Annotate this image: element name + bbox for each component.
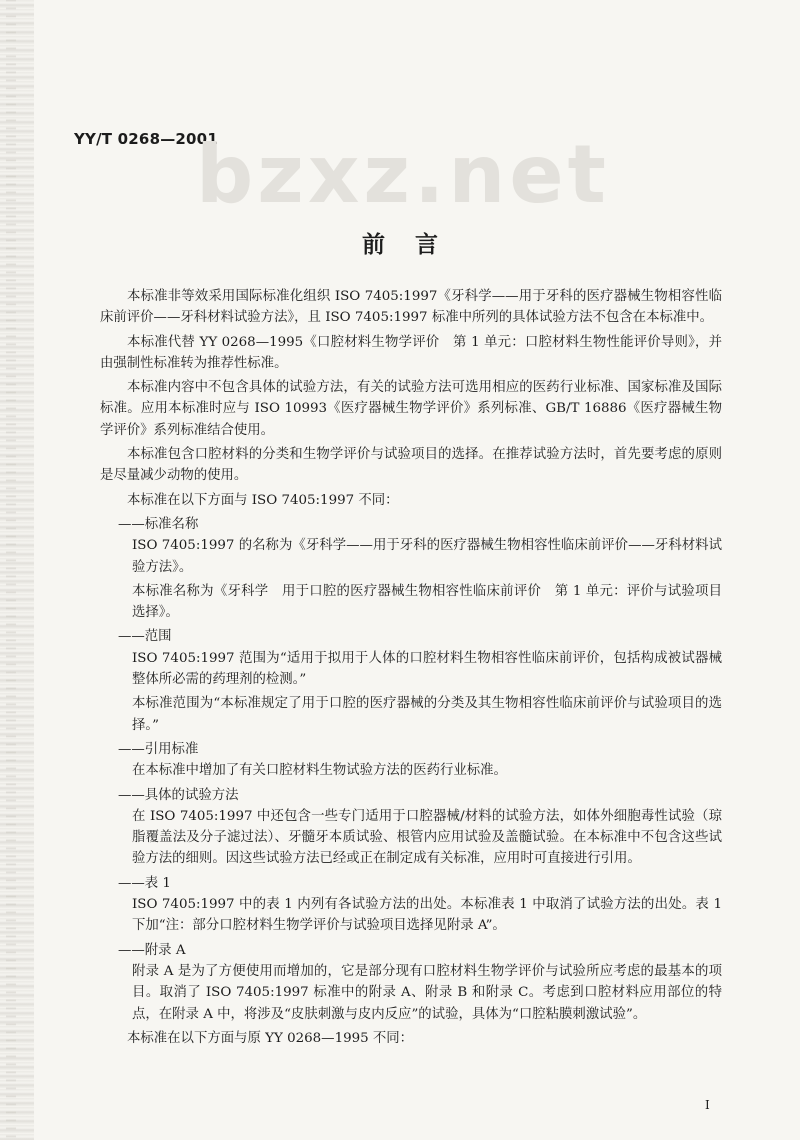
difference-heading: ——标准名称 — [118, 516, 199, 532]
paragraph: 本标准非等效采用国际标准化组织 ISO 7405:1997《牙科学——用于牙科的医疗器械生物相容性临床前评价——牙科材料试验方法》，且 ISO 7405:1997 标准中所列的具体试验方法不包含在本标准中。 — [100, 289, 722, 326]
paragraph: 本标准代替 YY 0268—1995《口腔材料生物学评价 第 1 单元：口腔材料生物性能评价导则》，并由强制性标准转为推荐性标准。 — [100, 334, 722, 371]
difference-heading: ——范围 — [118, 629, 172, 645]
difference-text: ISO 7405:1997 中的表 1 内列有各试验方法的出处。本标准表 1 中取消了试验方法的出处。表 1 下加“注：部分口腔材料生物学评价与试验项目选择见附录 A”。 — [132, 897, 722, 934]
difference-text: 本标准范围为“本标准规定了用于口腔的医疗器械的分类及其生物相容性临床前评价与试验项目的选择。” — [132, 696, 722, 733]
difference-text: 本标准名称为《牙科学 用于口腔的医疗器械生物相容性临床前评价 第 1 单元：评价与试验项目选择》。 — [132, 583, 722, 621]
difference-text: ISO 7405:1997 的名称为《牙科学——用于牙科的医疗器械生物相容性临床前评价——牙科材料试验方法》。 — [132, 538, 722, 575]
page-number: I — [705, 1098, 710, 1112]
difference-text: 在本标准中增加了有关口腔材料生物试验方法的医药行业标准。 — [132, 763, 507, 779]
page-title: 前言 — [362, 231, 468, 258]
scan-edge-noise — [6, 0, 16, 1140]
difference-text: ISO 7405:1997 范围为“适用于拟用于人体的口腔材料生物相容性临床前评价，包括构成被试器械整体所必需的药理剂的检测。” — [132, 650, 722, 688]
difference-text: 在 ISO 7405:1997 中还包含一些专门适用于口腔器械/材料的试验方法，如体外细胞毒性试验（琼脂覆盖法及分子滤过法）、牙髓牙本质试验、根管内应用试验及盖髓试验。在本标准中不包含这些试验方法的细则。因这些试验方法已经或正在制定成有关标准，应用时可直接进行引用。 — [132, 808, 722, 867]
foreword-body — [100, 286, 722, 1052]
paragraph: 本标准包含口腔材料的分类和生物学评价与试验项目的选择。在推荐试验方法时，首先要考虑的原则是尽量减少动物的使用。 — [100, 447, 722, 484]
standard-number: YY/T 0268—2001 — [74, 130, 218, 148]
difference-text: 附录 A 是为了方便使用而增加的，它是部分现有口腔材料生物学评价与试验所应考虑的最基本的项目。取消了 ISO 7405:1997 标准中的附录 A、附录 B 和附录 C。考虑到口腔材料应用部位的特点，在附录 A 中，将涉及“皮肤刺激与皮内反应”的试验，具体为“口腔粘膜刺激试验”。 — [132, 963, 722, 1022]
difference-heading: ——表 1 — [118, 875, 171, 891]
difference-heading: ——具体的试验方法 — [118, 787, 239, 803]
watermark: bzxz.net — [196, 128, 610, 221]
difference-heading: ——引用标准 — [118, 741, 199, 757]
difference-heading: ——附录 A — [118, 942, 186, 958]
paragraph: 本标准内容中不包含具体的试验方法，有关的试验方法可选用相应的医药行业标准、国家标准及国际标准。应用本标准时应与 ISO 10993《医疗器械生物学评价》系列标准、GB/T 16886《医疗器械生物学评价》系列标准结合使用。 — [100, 380, 722, 438]
paragraph: 本标准在以下方面与 ISO 7405:1997 不同： — [127, 492, 399, 508]
closing-paragraph: 本标准在以下方面与原 YY 0268—1995 不同： — [127, 1030, 414, 1046]
